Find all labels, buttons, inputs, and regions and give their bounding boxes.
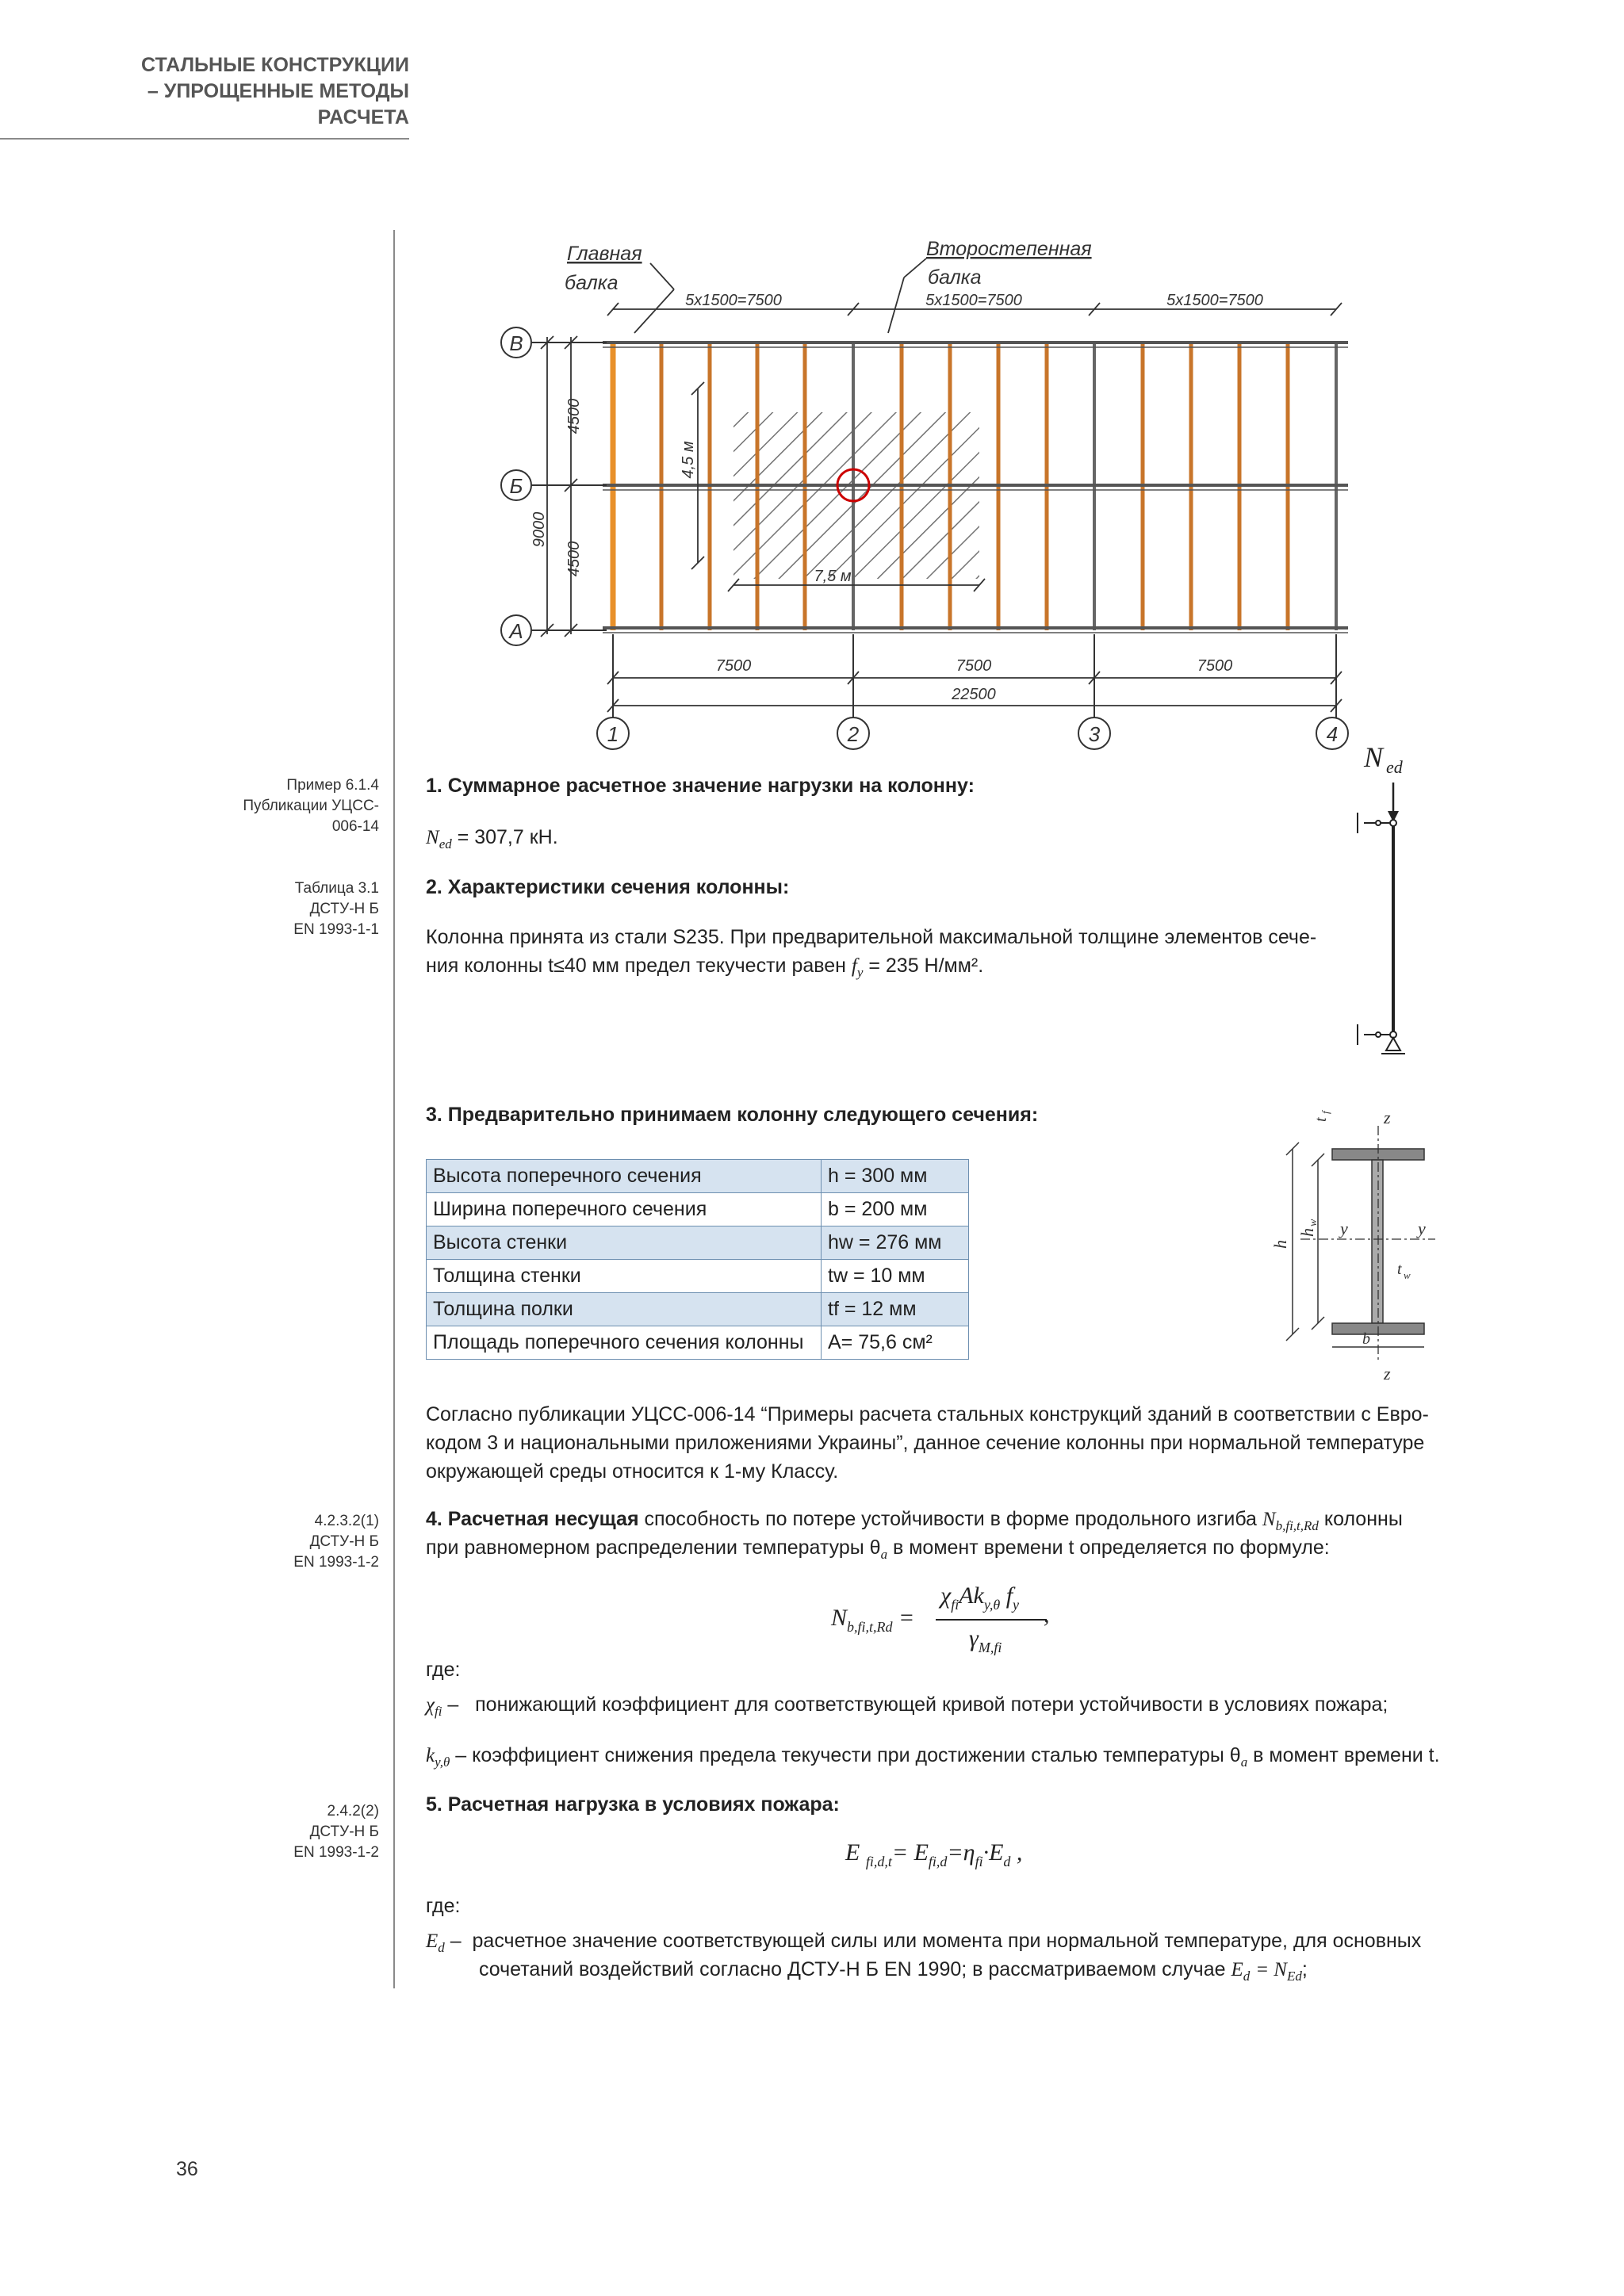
prop-value: h = 300 мм: [822, 1160, 969, 1193]
margin-ref-4: [293, 1801, 379, 1863]
table-row: [427, 1226, 969, 1260]
ed-term-line2: сочетаний воздействий согласно ДСТУ-Н Б EN 1990; в рассматриваемом случае $E_d = N_{Ed}$;: [479, 1958, 1308, 1984]
row-axis-v: В: [509, 331, 523, 355]
k-desc-tail: в момент времени t.: [1247, 1744, 1440, 1766]
prop-name: Ширина поперечного сечения: [427, 1193, 822, 1226]
fy-sub: y: [856, 965, 864, 980]
header-line-2: – УПРОЩЕННЫЕ МЕТОДЫ: [147, 80, 409, 102]
margin-ref-3: [293, 1511, 379, 1573]
prop-value: tf = 12 мм: [822, 1293, 969, 1326]
header-rule: [0, 138, 409, 140]
dim-tw: t: [1397, 1261, 1402, 1278]
bay-dim-2: 7500: [956, 657, 992, 675]
axis-z-top: z: [1384, 1108, 1391, 1127]
theta-sub: a: [880, 1547, 888, 1562]
col-axis-3: 3: [1088, 722, 1101, 746]
section-2-title: 2. Характеристики сечения колонны:: [426, 876, 790, 898]
tributary-area: [733, 412, 979, 579]
total-dim: 22500: [952, 686, 996, 703]
header-line-1: СТАЛЬНЫЕ КОНСТРУКЦИИ: [141, 54, 409, 76]
k-desc: – коэффициент снижения предела текучести при достижении сталью температуры θ: [455, 1744, 1241, 1766]
n-symbol: N: [426, 827, 439, 848]
prop-name: Толщина полки: [427, 1293, 822, 1326]
section-3-para-1: Согласно публикации УЦСС-006-14 “Примеры расчета стальных конструкций зданий в соответствии с Евро-: [426, 1403, 1429, 1425]
where-2: где:: [426, 1895, 461, 1917]
section-4-line1: 4. Расчетная несущая способность по потере устойчивости в форме продольного изгиба $N_{b,fi,t,Rd}$ колонны: [426, 1508, 1403, 1533]
chi-desc: понижающий коэффициент для соответствующей кривой потери устойчивости в условиях пожара;: [475, 1693, 1388, 1716]
dim-tf-sub: f: [1320, 1111, 1331, 1114]
section-3-title: 3. Предварительно принимаем колонну следующего сечения:: [426, 1104, 1039, 1126]
main-beam-label-2: балка: [565, 272, 619, 294]
table-row: [427, 1293, 969, 1326]
dim-tw-sub: w: [1404, 1269, 1411, 1281]
dim-hw: h: [1297, 1228, 1317, 1237]
margin-ref-2: [293, 878, 379, 940]
row-axis-a: А: [509, 619, 523, 643]
span-label-1: 5x1500=7500: [685, 292, 782, 309]
section-1-title: 1. Суммарное расчетное значение нагрузки на колонну:: [426, 775, 975, 797]
section-2-line2-b: = 235 Н/мм².: [863, 955, 984, 977]
dim-45m: 4,5 м: [680, 441, 697, 479]
axis-y-left: y: [1340, 1219, 1348, 1238]
dim-75m-line: [728, 579, 985, 591]
prop-value: tw = 10 мм: [822, 1260, 969, 1293]
section-1-value: [426, 823, 558, 859]
margin-ref-4-line1: 2.4.2(2): [327, 1803, 379, 1820]
fy-symbol: f: [851, 955, 857, 977]
margin-ref-1: [243, 775, 379, 837]
margin-ref-3-line2: ДСТУ-Н Б: [309, 1533, 379, 1550]
formula-numerator: $\chi_{fi}Ak_{y,\theta}$ $f_y$: [940, 1582, 1020, 1613]
n-value: = 307,7 кН.: [451, 826, 558, 848]
load-label-sub: ed: [1386, 757, 1403, 777]
axis-z-bottom: z: [1384, 1364, 1391, 1383]
margin-ref-2-line3: EN 1993-1-1: [293, 921, 379, 938]
bay-dim-1: 7500: [715, 657, 752, 675]
dim-75m: 7,5 м: [814, 568, 852, 585]
dim-b: b: [1362, 1330, 1370, 1348]
dim-4500-top: 4500: [565, 398, 583, 434]
section-5-title: 5. Расчетная нагрузка в условиях пожара:: [426, 1793, 840, 1816]
formula-nbfi: $N_{b,fi,t,Rd}$ =: [831, 1605, 915, 1635]
running-header: [141, 52, 409, 131]
formula-comma: ,: [1044, 1601, 1050, 1628]
section-3-para-2: кодом 3 и национальными приложениями Украины”, данное сечение колонны при нормальной температуре: [426, 1432, 1425, 1454]
ed-desc-2: сочетаний воздействий согласно ДСТУ-Н Б EN 1990; в рассматриваемом случае: [479, 1958, 1231, 1980]
prop-value: b = 200 мм: [822, 1193, 969, 1226]
floor-plan-drawing: [476, 230, 1411, 777]
secondary-beam-label-2: балка: [928, 266, 982, 289]
margin-divider: [393, 230, 395, 1988]
table-row: [427, 1326, 969, 1360]
margin-ref-1-line3: 006-14: [331, 818, 379, 835]
load-label: N: [1364, 741, 1384, 773]
table-row: [427, 1193, 969, 1226]
section-4-title-rest: способность по потере устойчивости в форме продольного изгиба: [638, 1508, 1262, 1530]
section-2-line1: Колонна принята из стали S235. При предварительной максимальной толщине элементов сече-: [426, 926, 1317, 948]
k-term: $k_{y,\theta}$ – коэффициент снижения предела текучести при достижении сталью температуры $\theta_a$ в момент времени t.: [426, 1744, 1440, 1770]
n-sub: ed: [439, 836, 452, 851]
formula-denominator: $\gamma_{M,fi}$: [969, 1625, 1002, 1655]
header-line-3: РАСЧЕТА: [317, 106, 409, 128]
ed-term: $E_d$ – расчетное значение соответствующей силы или момента при нормальной температуре, для основных: [426, 1930, 1422, 1955]
margin-ref-1-line1: Пример 6.1.4: [286, 777, 379, 794]
prop-name: Высота поперечного сечения: [427, 1160, 822, 1193]
section-2-line2-a: ния колонны t≤40 мм предел текучести равен: [426, 955, 852, 977]
section-properties-table: [426, 1159, 969, 1360]
margin-ref-2-line2: ДСТУ-Н Б: [309, 901, 379, 917]
margin-ref-3-line1: 4.2.3.2(1): [314, 1513, 379, 1529]
prop-name: Высота стенки: [427, 1226, 822, 1260]
margin-ref-4-line3: EN 1993-1-2: [293, 1844, 379, 1861]
page-number: 36: [176, 2158, 198, 2180]
where-1: где:: [426, 1659, 461, 1681]
span-label-2: 5x1500=7500: [925, 292, 1022, 309]
dim-9000: 9000: [530, 511, 548, 548]
section-4-line2-tail: в момент времени t определяется по формуле:: [887, 1536, 1330, 1559]
col-axis-4: 4: [1326, 722, 1339, 746]
margin-ref-2-line1: Таблица 3.1: [294, 880, 379, 897]
prop-name: Толщина стенки: [427, 1260, 822, 1293]
section-4-title-tail: колонны: [1318, 1508, 1403, 1530]
formula-efi: E $_{fi,d,t}= E_{fi,d}=\eta_{fi}\cdot E_d$ ,: [845, 1839, 1023, 1869]
span-label-3: 5x1500=7500: [1166, 292, 1263, 309]
prop-value: hw = 276 мм: [822, 1226, 969, 1260]
formula-fraction-bar: [936, 1619, 1047, 1621]
section-3-para-3: окружающей среды относится к 1-му Классу.: [426, 1460, 839, 1483]
ed-desc-1: расчетное значение соответствующей силы или момента при нормальной температуре, для основных: [472, 1930, 1422, 1952]
row-axis-b: Б: [509, 474, 523, 498]
prop-value: A= 75,6 см²: [822, 1326, 969, 1360]
axis-y-right: y: [1418, 1219, 1426, 1238]
table-row: [427, 1260, 969, 1293]
dim-h: h: [1270, 1240, 1290, 1249]
column-load-diagram: [1340, 733, 1427, 1082]
section-4-line2-a: при равномерном распределении температуры θ: [426, 1536, 881, 1559]
margin-ref-4-line2: ДСТУ-Н Б: [309, 1823, 379, 1840]
i-section-diagram: [1261, 1098, 1443, 1383]
section-2-line2: [426, 951, 983, 987]
section-4-title: 4. Расчетная несущая: [426, 1508, 639, 1530]
col-axis-1: 1: [607, 722, 619, 746]
col-axis-2: 2: [847, 722, 860, 746]
dim-4500-bottom: 4500: [565, 541, 583, 577]
table-row: [427, 1160, 969, 1193]
chi-term: $\chi_{fi}$ – понижающий коэффициент для соответствующей кривой потери устойчивости в условиях пожара;: [426, 1693, 1388, 1719]
prop-name: Площадь поперечного сечения колонны: [427, 1326, 822, 1360]
dim-tf: t: [1312, 1117, 1330, 1122]
bay-dim-3: 7500: [1197, 657, 1233, 675]
dim-hw-sub: w: [1308, 1219, 1320, 1226]
secondary-beam-label-1: Второстепенная: [926, 238, 1092, 260]
margin-ref-3-line3: EN 1993-1-2: [293, 1554, 379, 1571]
margin-ref-1-line2: Публикации УЦСС-: [243, 798, 379, 814]
main-beam-label-1: Главная: [567, 243, 642, 265]
section-4-line2: [426, 1533, 1330, 1569]
